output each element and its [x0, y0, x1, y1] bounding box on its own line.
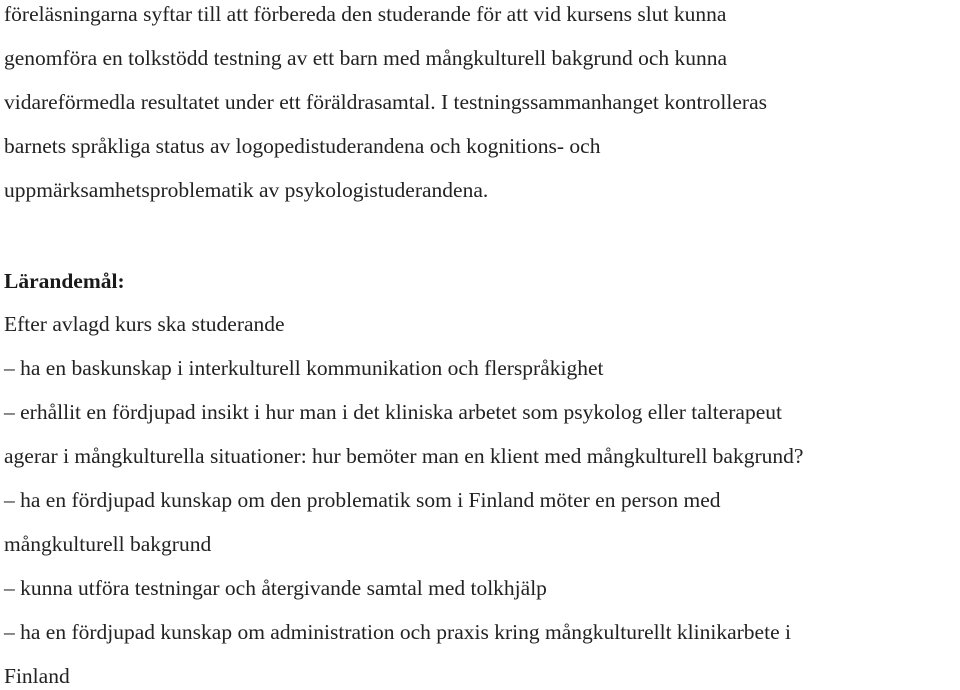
intro-line-1: föreläsningarna syftar till att förbereda den studerande för att vid kursens slut kunna [4, 2, 727, 26]
learning-goal-item: – erhållit en fördjupad insikt i hur man i det kliniska arbetet som psykolog eller talterapeut [4, 400, 782, 424]
learning-goal-item: – kunna utföra testningar och återgivande samtal med tolkhjälp [4, 576, 547, 600]
learning-goals-lead: Efter avlagd kurs ska studerande [4, 312, 285, 336]
learning-goal-item-continuation: Finland [4, 664, 70, 688]
learning-goal-item-continuation: mångkulturell bakgrund [4, 532, 212, 556]
learning-goal-item: – ha en fördjupad kunskap om administration och praxis kring mångkulturellt klinikarbete i [4, 620, 791, 644]
learning-goal-item-continuation: agerar i mångkulturella situationer: hur bemöter man en klient med mångkulturell bakgrund? [4, 444, 804, 468]
learning-goals-heading: Lärandemål: [4, 269, 125, 293]
intro-line-4: barnets språkliga status av logopedistuderandena och kognitions- och [4, 134, 601, 158]
intro-line-3: vidareförmedla resultatet under ett föräldrasamtal. I testningssammanhanget kontrolleras [4, 90, 767, 114]
intro-line-5: uppmärksamhetsproblematik av psykologistuderandena. [4, 178, 489, 202]
learning-goal-item: – ha en baskunskap i interkulturell kommunikation och flerspråkighet [4, 356, 604, 380]
learning-goal-item: – ha en fördjupad kunskap om den problematik som i Finland möter en person med [4, 488, 721, 512]
intro-line-2: genomföra en tolkstödd testning av ett barn med mångkulturell bakgrund och kunna [4, 46, 728, 70]
